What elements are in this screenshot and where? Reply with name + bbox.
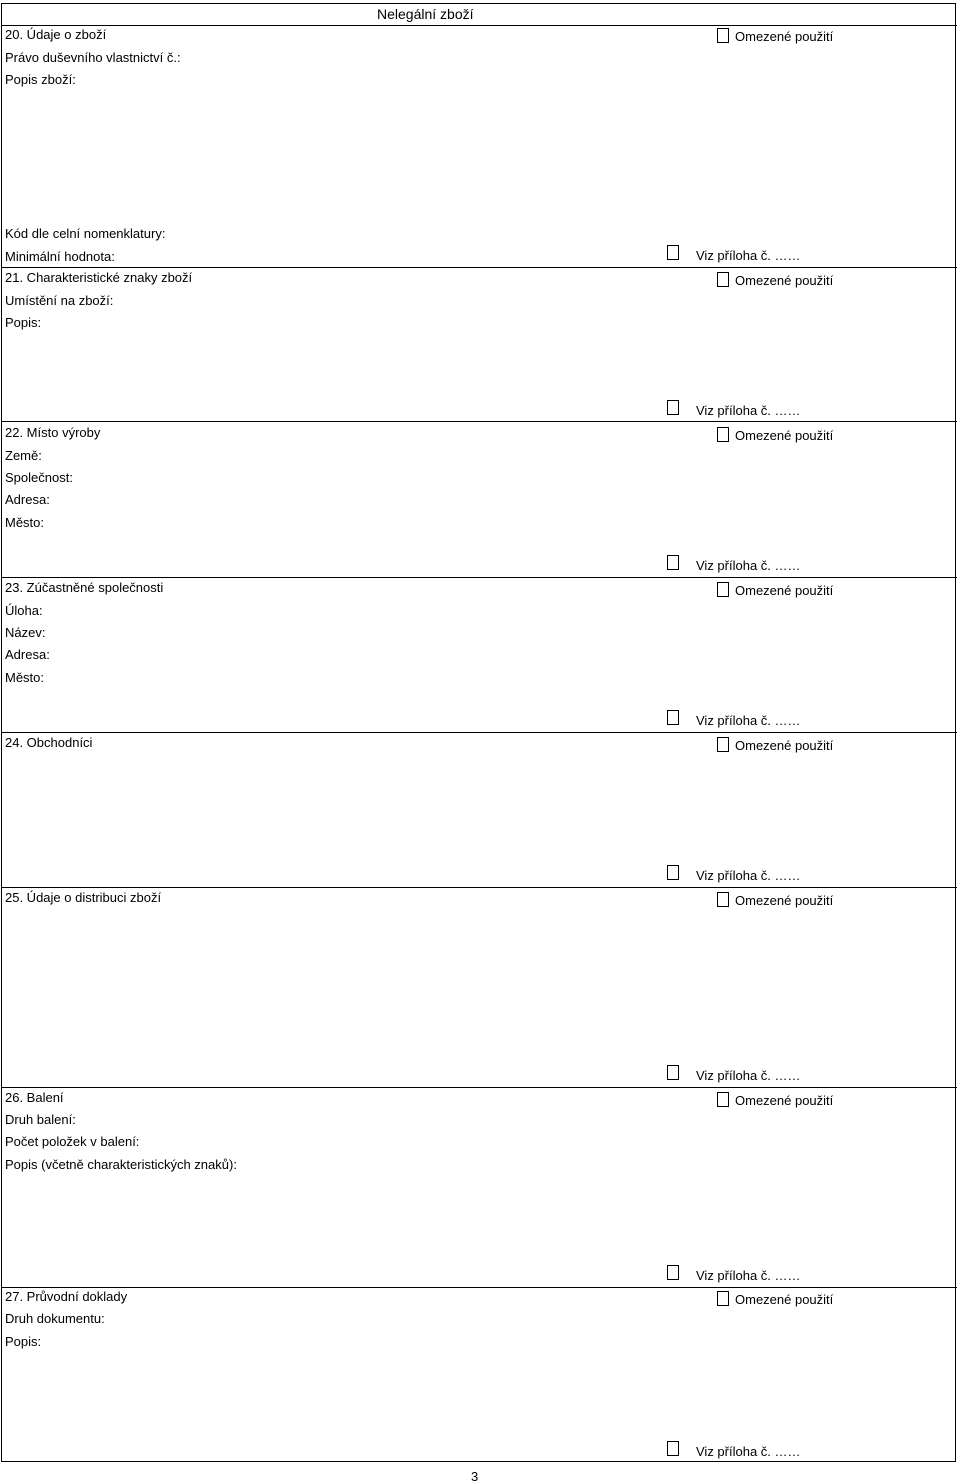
section-21-title: 21. Charakteristické znaky zboží [5,270,193,285]
section-23-name-label: Název: [5,625,46,640]
section-22-title: 22. Místo výroby [5,425,101,440]
section-23-restricted-checkbox[interactable] [717,582,729,597]
section-22-city-label: Město: [5,515,45,530]
section-20-title: 20. Údaje o zboží [5,27,107,42]
section-23-annex-label: Viz příloha č. …… [696,713,801,728]
section-26-restricted-label: Omezené použití [735,1093,834,1108]
section-26-item-count-label: Počet položek v balení: [5,1134,140,1149]
section-21-annex-label: Viz příloha č. …… [696,403,801,418]
section-20-annex-label: Viz příloha č. …… [696,248,801,263]
section-23-city-label: Město: [5,670,45,685]
divider [1,421,957,422]
section-21-description-label: Popis: [5,315,42,330]
section-23-address-label: Adresa: [5,647,50,662]
section-27-restricted-checkbox[interactable] [717,1291,729,1306]
divider [1,732,957,733]
section-20-customs-code-label: Kód dle celní nomenklatury: [5,226,166,241]
section-26-annex-checkbox[interactable] [667,1265,679,1280]
section-22-restricted-label: Omezené použití [735,428,834,443]
page-number: 3 [471,1469,479,1484]
divider [1,577,957,578]
section-24-restricted-label: Omezené použití [735,738,834,753]
section-21-annex-checkbox[interactable] [667,400,679,415]
section-26-annex-label: Viz příloha č. …… [696,1268,801,1283]
section-26-packaging-type-label: Druh balení: [5,1112,76,1127]
divider [1,267,957,268]
section-20-annex-checkbox[interactable] [667,245,679,260]
section-26-restricted-checkbox[interactable] [717,1092,729,1107]
section-25-restricted-label: Omezené použití [735,893,834,908]
section-27-title: 27. Průvodní doklady [5,1289,128,1304]
section-23-annex-checkbox[interactable] [667,710,679,725]
section-24-title: 24. Obchodníci [5,735,93,750]
section-27-description-label: Popis: [5,1334,42,1349]
section-25-annex-checkbox[interactable] [667,1065,679,1080]
section-20-min-value-label: Minimální hodnota: [5,249,115,264]
section-21-restricted-checkbox[interactable] [717,272,729,287]
section-24-restricted-checkbox[interactable] [717,737,729,752]
divider [1,1087,957,1088]
section-20-ip-rights-label: Právo duševního vlastnictví č.: [5,50,181,65]
section-25-annex-label: Viz příloha č. …… [696,1068,801,1083]
section-27-annex-label: Viz příloha č. …… [696,1444,801,1459]
section-27-document-type-label: Druh dokumentu: [5,1311,105,1326]
divider [1,887,957,888]
section-22-country-label: Země: [5,448,42,463]
section-22-restricted-checkbox[interactable] [717,427,729,442]
section-26-title: 26. Balení [5,1090,64,1105]
section-23-restricted-label: Omezené použití [735,583,834,598]
section-24-annex-checkbox[interactable] [667,865,679,880]
section-20-restricted-checkbox[interactable] [717,28,729,43]
section-23-role-label: Úloha: [5,603,43,618]
section-27-restricted-label: Omezené použití [735,1292,834,1307]
section-25-title: 25. Údaje o distribuci zboží [5,890,162,905]
section-24-annex-label: Viz příloha č. …… [696,868,801,883]
section-23-title: 23. Zúčastněné společnosti [5,580,164,595]
section-22-company-label: Společnost: [5,470,73,485]
section-26-description-label: Popis (včetně charakteristických znaků): [5,1157,237,1172]
section-22-annex-checkbox[interactable] [667,555,679,570]
section-27-annex-checkbox[interactable] [667,1441,679,1456]
section-21-location-label: Umístění na zboží: [5,293,114,308]
divider [1,25,957,26]
section-25-restricted-checkbox[interactable] [717,892,729,907]
form-header-title: Nelegální zboží [377,6,474,22]
section-22-annex-label: Viz příloha č. …… [696,558,801,573]
section-22-address-label: Adresa: [5,492,50,507]
divider [1,1287,957,1288]
section-20-restricted-label: Omezené použití [735,29,834,44]
section-20-description-label: Popis zboží: [5,72,76,87]
section-21-restricted-label: Omezené použití [735,273,834,288]
